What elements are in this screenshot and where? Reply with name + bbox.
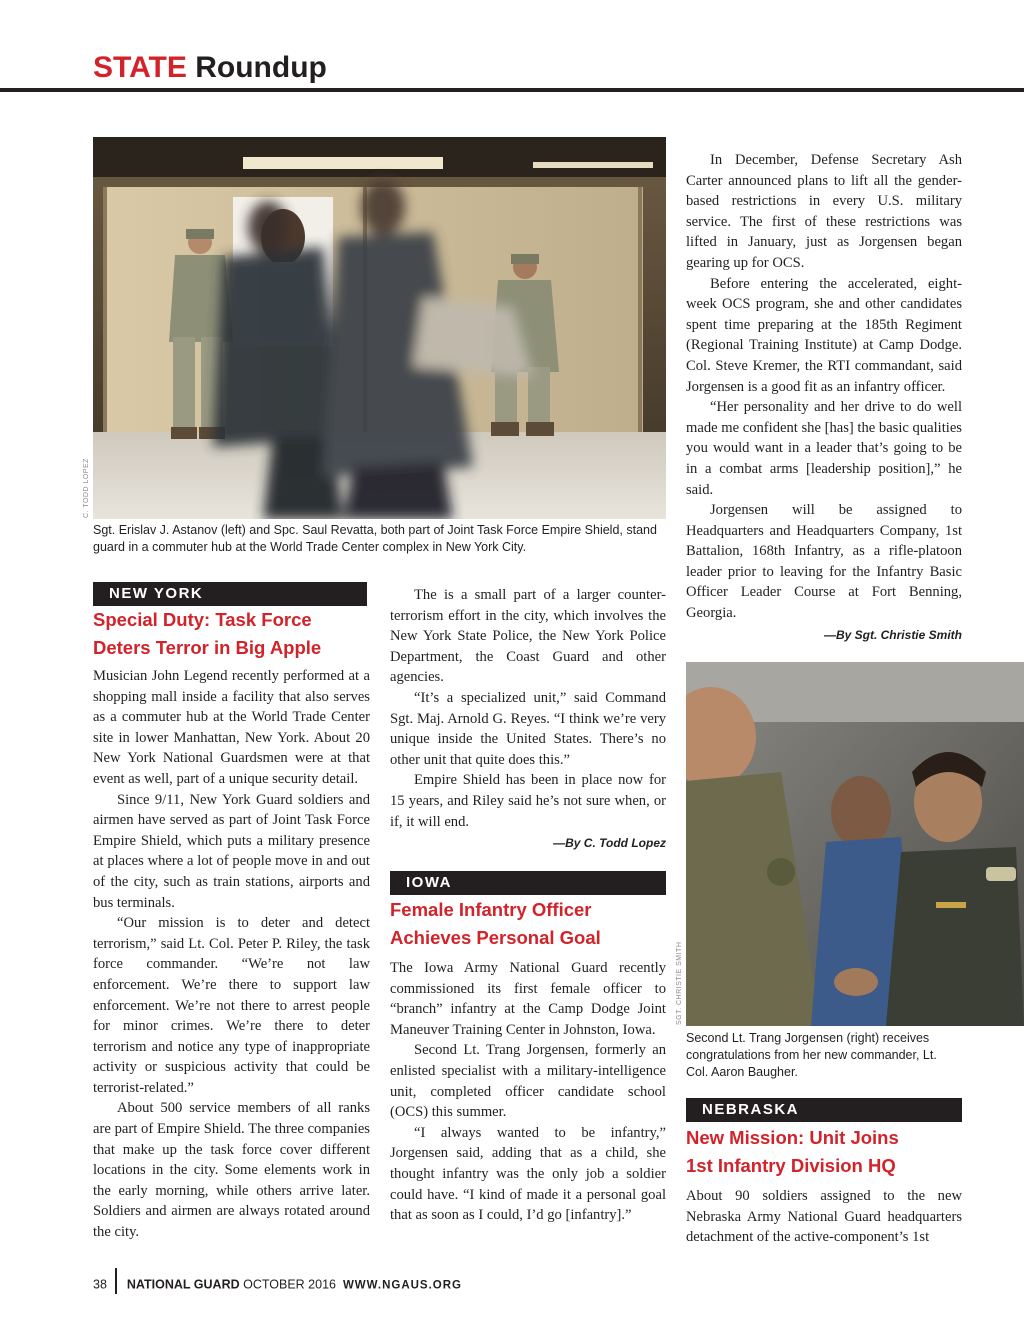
byline-new-york: —By C. Todd Lopez — [553, 836, 666, 850]
issue-date: OCTOBER 2016 — [243, 1277, 336, 1292]
article-iowa-col3 — [686, 150, 962, 624]
paragraph: Musician John Legend recently performed at a shopping mall inside a facility that also serves as a commuter hub at the World Trade Center site in lower Manhattan, New York. About 20 New York National Guardsmen were at that event as well, part of a unique security detail. — [93, 668, 370, 787]
headline-nebraska-line1: New Mission: Unit Joins — [686, 1127, 899, 1148]
article-iowa-col2 — [390, 958, 666, 1226]
section-title-red: STATE — [93, 51, 187, 84]
photo-credit-smith: SGT. CHRISTIE SMITH — [676, 941, 683, 1025]
paragraph: Second Lt. Trang Jorgensen, formerly an enlisted specialist with a military-intelligence unit, completed officer candidate school (OCS) this summer. — [390, 1042, 666, 1121]
section-tag-iowa: IOWA — [390, 871, 666, 895]
magazine-url: WWW.NGAUS.ORG — [342, 1279, 462, 1292]
photo-jorgensen — [686, 662, 1024, 1026]
headline-new-york — [93, 606, 373, 662]
paragraph: Since 9/11, New York Guard soldiers and airmen have served as part of Joint Task Force Empire Shield, which puts a military presence at places where a lot of people move in and out of the city, such as train stations, airports and bus terminals. — [93, 791, 370, 911]
paragraph: About 500 service members of all ranks are part of Empire Shield. The three companies that make up the task force cover different locations in the city. Some elements work in the early morning, while others arrive later. Soldiers and airmen are always rotated around the city. — [93, 1100, 370, 1241]
section-tag-new-york: NEW YORK — [93, 582, 367, 606]
paragraph: “Her personality and her drive to do well made me confident she [has] the basic qualities you would want in a leader that’s going to be in a combat arms [leadership position],” he said. — [686, 399, 962, 498]
header-rule — [0, 88, 1024, 92]
paragraph: The is a small part of a larger counter-terrorism effort in the city, which involves the New York State Police, the New York Police Department, the Coast Guard and other agencies. — [390, 587, 666, 686]
section-title-black: Roundup — [195, 51, 327, 84]
photo-commuter-hub — [93, 137, 666, 519]
footer-divider — [115, 1268, 117, 1294]
paragraph: Jorgensen will be assigned to Headquarters and Headquarters Company, 1st Battalion, 168th Infantry, as a rifle-platoon leader prior to leaving for the Infantry Basic Officer Leader Course at Fort Benning, Georgia. — [686, 502, 962, 622]
article-new-york-col1 — [93, 666, 370, 1243]
paragraph: Empire Shield has been in place now for 15 years, and Riley said he’s not sure when, or if, it will end. — [390, 772, 666, 830]
page-number: 38 — [93, 1277, 107, 1292]
headline-iowa — [390, 896, 666, 952]
paragraph: “It’s a specialized unit,” said Command Sgt. Maj. Arnold G. Reyes. “I think we’re very unique inside the United States. There’s no other unit that quite does this.” — [390, 689, 666, 768]
photo-caption-jorgensen: Second Lt. Trang Jorgensen (right) receives congratulations from her new commander, Lt. Col. Aaron Baugher. — [686, 1031, 937, 1079]
article-nebraska-col3 — [686, 1186, 962, 1248]
headline-iowa-line2: Achieves Personal Goal — [390, 927, 601, 948]
paragraph: “Our mission is to deter and detect terrorism,” said Lt. Col. Peter P. Riley, the task force commander. “We’re not law enforcement. We’re there to support law enforcement. We’re not there to arrest people for minor crimes. We’re there to deter terrorism and notice any type of inappropriate activity or suspicious activity that could be terrorist-related.” — [93, 915, 370, 1096]
headline-iowa-line1: Female Infantry Officer — [390, 899, 592, 920]
photo-caption-commuter-hub: Sgt. Erislav J. Astanov (left) and Spc. Saul Revatta, both part of Joint Task Force Empire Shield, stand guard in a commuter hub at the World Trade Center complex in New York City. — [93, 523, 657, 554]
paragraph: The Iowa Army National Guard recently commissioned its first female officer to “branch” infantry at the Camp Dodge Joint Maneuver Training Center in Johnston, Iowa. — [390, 960, 666, 1038]
headline-nebraska — [686, 1124, 962, 1180]
paragraph: “I always wanted to be infantry,” Jorgensen said, adding that as a child, she thought infantry was the only job a soldier could have. “I kind of made it a personal goal that as soon as I could, I’d go [infantry].” — [390, 1124, 666, 1224]
paragraph: In December, Defense Secretary Ash Carter announced plans to lift all the gender-based restrictions in every U.S. military service. The first of these restrictions was lifted in January, just as Jorgensen began gearing up for OCS. — [686, 152, 962, 271]
photo-jorgensen-image — [686, 662, 1024, 1026]
section-header — [93, 50, 327, 86]
paragraph: About 90 soldiers assigned to the new Nebraska Army National Guard headquarters detachment of the active-component’s 1st — [686, 1188, 962, 1246]
section-tag-nebraska: NEBRASKA — [686, 1098, 962, 1122]
page-footer — [93, 1272, 462, 1298]
article-new-york-col2 — [390, 585, 666, 832]
headline-new-york-line1: Special Duty: Task Force — [93, 609, 312, 630]
headline-nebraska-line2: 1st Infantry Division HQ — [686, 1155, 896, 1176]
magazine-name: NATIONAL GUARD — [126, 1277, 240, 1292]
photo-commuter-hub-image — [93, 137, 666, 519]
paragraph: Before entering the accelerated, eight-week OCS program, she and other candidates spent time preparing at the 185th Regiment (Regional Training Institute) at Camp Dodge. Col. Steve Kremer, the RTI commandant, said Jorgensen is a good fit as an infantry officer. — [686, 275, 962, 395]
headline-new-york-line2: Deters Terror in Big Apple — [93, 637, 322, 658]
byline-iowa: —By Sgt. Christie Smith — [823, 628, 962, 642]
photo-credit-lopez: C. TODD LOPEZ — [83, 458, 90, 518]
